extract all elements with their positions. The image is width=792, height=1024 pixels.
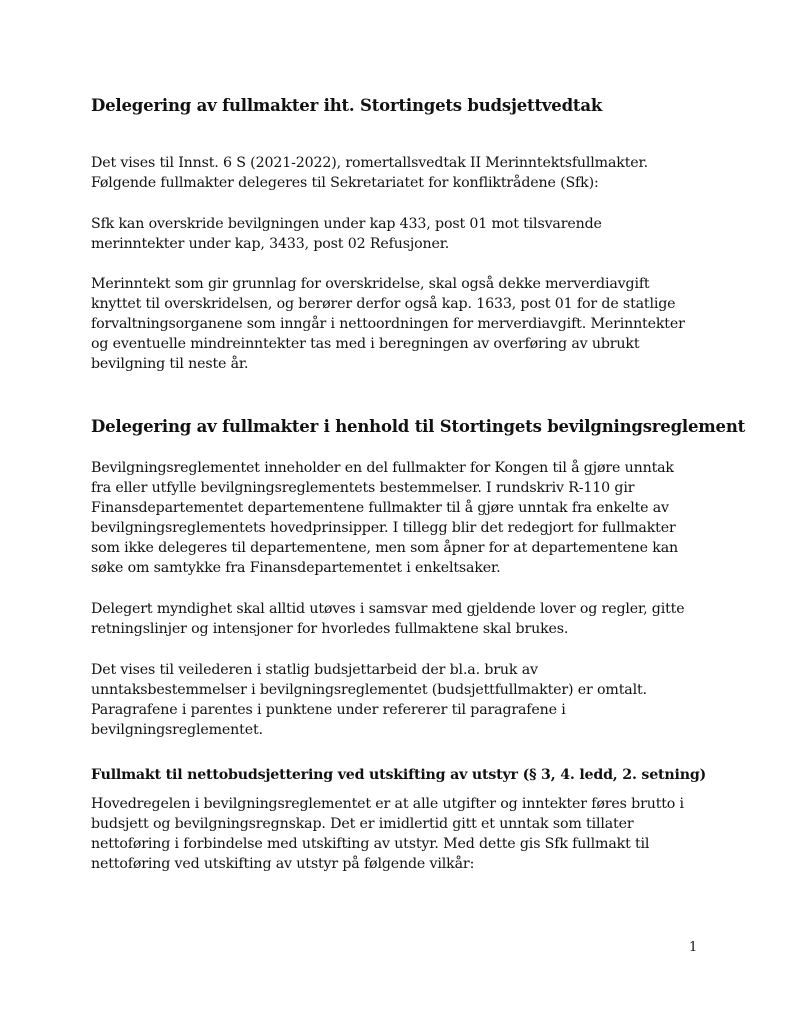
paragraph-authority <box>91 599 711 639</box>
text-line: merinntekter under kap, 3433, post 02 Refusjoner. <box>91 236 450 252</box>
text-line: og eventuelle mindreinntekter tas med i beregningen av overføring av ubrukt <box>91 336 640 352</box>
text-line: retningslinjer og intensjoner for hvorledes fullmaktene skal brukes. <box>91 621 569 637</box>
text-line: Delegert myndighet skal alltid utøves i samsvar med gjeldende lover og regler, gitte <box>91 601 685 617</box>
text-line: Det vises til Innst. 6 S (2021-2022), romertallsvedtak II Merinntektsfullmakter. <box>91 155 648 171</box>
text-line: bevilgning til neste år. <box>91 356 249 372</box>
text-line: nettoføring i forbindelse med utskifting av utstyr. Med dette gis Sfk fullmakt til <box>91 836 650 852</box>
text-line: knyttet til overskridelsen, og berører derfor også kap. 1633, post 01 for de statlige <box>91 296 676 312</box>
text-line: Hovedregelen i bevilgningsreglementet er at alle utgifter og inntekter føres brutto i <box>91 796 684 812</box>
paragraph-net-budgeting <box>91 794 711 874</box>
paragraph-intro <box>91 153 711 193</box>
text-line: Sfk kan overskride bevilgningen under kap 433, post 01 mot tilsvarende <box>91 216 602 232</box>
paragraph-overspend <box>91 214 711 254</box>
text-line: Merinntekt som gir grunnlag for overskridelse, skal også dekke merverdiavgift <box>91 276 650 292</box>
text-line: Bevilgningsreglementet inneholder en del fullmakter for Kongen til å gjøre unntak <box>91 460 674 476</box>
text-line: bevilgningsreglementet. <box>91 722 263 738</box>
text-line: forvaltningsorganene som inngår i nettoordningen for merverdiavgift. Merinntekter <box>91 316 685 332</box>
heading-budget-delegation: Delegering av fullmakter iht. Stortingets budsjettvedtak <box>91 96 603 115</box>
page-number: 1 <box>689 940 698 955</box>
text-line: som ikke delegeres til departementene, men som åpner for at departementene kan <box>91 540 679 556</box>
paragraph-vat <box>91 274 711 374</box>
heading-net-budgeting: Fullmakt til nettobudsjettering ved utskifting av utstyr (§ 3, 4. ledd, 2. setning) <box>91 767 707 783</box>
heading-regulation-delegation: Delegering av fullmakter i henhold til Stortingets bevilgningsreglement <box>91 417 746 436</box>
text-line: fra eller utfylle bevilgningsreglementets bestemmelser. I rundskriv R-110 gir <box>91 480 635 496</box>
text-line: bevilgningsreglementets hovedprinsipper. I tillegg blir det redegjort for fullmakter <box>91 520 676 536</box>
text-line: Følgende fullmakter delegeres til Sekretariatet for konfliktrådene (Sfk): <box>91 175 599 191</box>
text-line: Det vises til veilederen i statlig budsjettarbeid der bl.a. bruk av <box>91 662 538 678</box>
text-line: nettoføring ved utskifting av utstyr på følgende vilkår: <box>91 856 475 872</box>
text-line: søke om samtykke fra Finansdepartementet i enkeltsaker. <box>91 560 501 576</box>
text-line: Paragrafene i parentes i punktene under refererer til paragrafene i <box>91 702 566 718</box>
text-line: unntaksbestemmelser i bevilgningsreglementet (budsjettfullmakter) er omtalt. <box>91 682 647 698</box>
paragraph-guide <box>91 660 711 740</box>
text-line: budsjett og bevilgningsregnskap. Det er imidlertid gitt et unntak som tillater <box>91 816 634 832</box>
text-line: Finansdepartementet departementene fullmakter til å gjøre unntak fra enkelte av <box>91 500 669 516</box>
paragraph-regulation <box>91 458 711 578</box>
